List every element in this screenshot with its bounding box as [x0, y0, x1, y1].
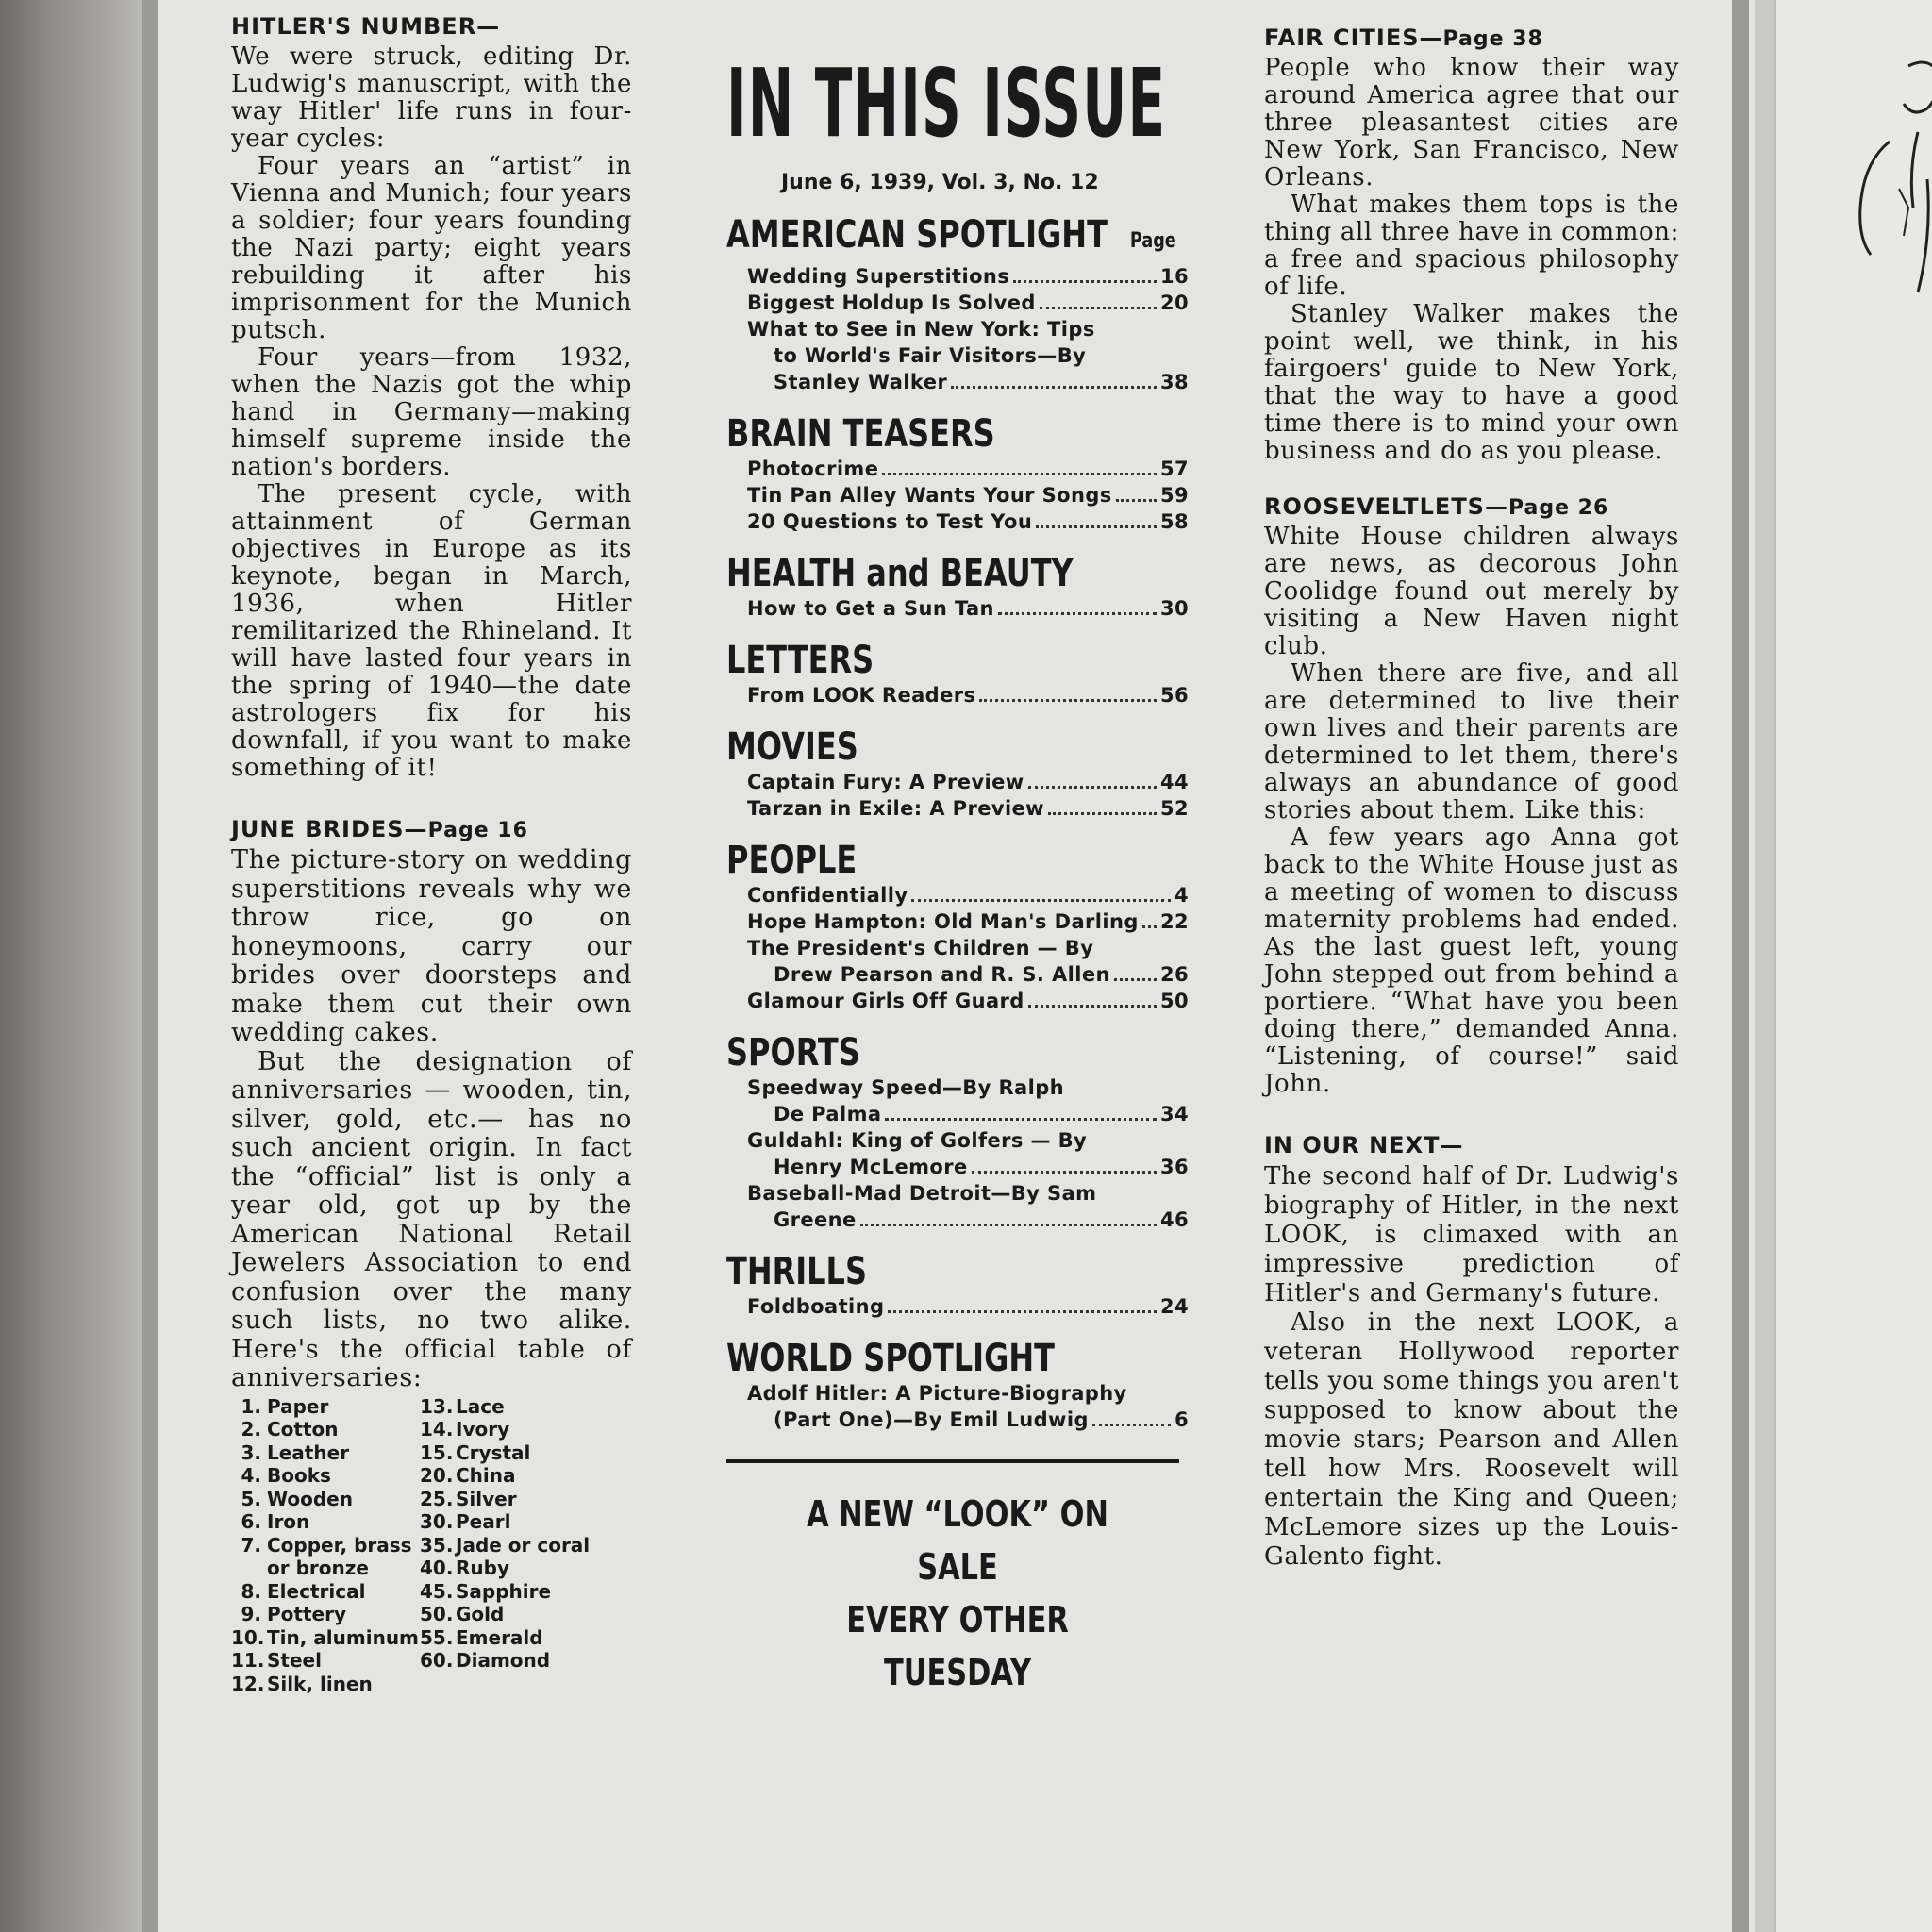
- anniversary-gift: Lace: [456, 1394, 505, 1418]
- anniversary-column-2: [420, 1395, 590, 1696]
- entry-page-number: 36: [1159, 1156, 1189, 1178]
- paragraph: A few years ago Anna got back to the White House just as a meeting of women to discuss maternity problems had ended. As the last guest left, young John stepped out from behind a portiere. “What have you been doing there,” demanded Anna. “Listening, of course!” said John.: [1264, 824, 1679, 1098]
- anniversary-gift: Cotton: [267, 1418, 339, 1441]
- entry-page-number: 56: [1159, 684, 1189, 707]
- entry-title: How to Get a Sun Tan: [747, 597, 994, 620]
- anniversary-year: 8.: [241, 1579, 261, 1603]
- entry-page-number: 50: [1159, 990, 1189, 1012]
- contents-entry: [747, 1407, 1189, 1433]
- entry-title: Glamour Girls Off Guard: [747, 990, 1024, 1012]
- anniversary-year: 40.: [420, 1557, 454, 1579]
- contents-entry: [747, 369, 1189, 395]
- entry-title: Tin Pan Alley Wants Your Songs: [747, 484, 1112, 507]
- leader-dots: [998, 595, 1157, 615]
- section-heading-label: WORLD SPOTLIGHT: [726, 1337, 1055, 1380]
- section-heading-label: BRAIN TEASERS: [726, 412, 995, 456]
- anniversary-year: 15.: [420, 1441, 454, 1464]
- leader-dots: [1142, 908, 1157, 928]
- section-heading: [726, 839, 1096, 882]
- paragraph: Also in the next LOOK, a veteran Hollywood reporter tells you some things you aren't supposed to know about the movie stars; Pearson and Allen tell how Mrs. Roosevelt will entertain the King and Queen; McLemore sizes up the Louis-Galento fight.: [1264, 1308, 1679, 1571]
- anniversary-gift: Silk, linen: [267, 1672, 373, 1695]
- entry-page-number: 16: [1159, 265, 1189, 288]
- section-heading-label: THRILLS: [726, 1250, 867, 1293]
- sale-notice: [773, 1488, 1142, 1699]
- entry-title: Confidentially: [747, 884, 908, 907]
- section-heading: [726, 1337, 1096, 1380]
- anniversary-year: 20.: [420, 1464, 454, 1487]
- sale-notice-line-2: EVERY OTHER TUESDAY: [846, 1599, 1069, 1693]
- entry-page-number: 34: [1159, 1103, 1189, 1125]
- contents-entry: [747, 342, 1189, 369]
- anniversary-gift: Tin, aluminum: [267, 1625, 419, 1649]
- adjacent-page-edge: [0, 0, 142, 1932]
- anniversary-row: [420, 1510, 590, 1534]
- entry-page-number: 30: [1159, 597, 1189, 620]
- anniversary-row: [420, 1464, 590, 1488]
- hitler-number-heading: HITLER'S NUMBER—: [231, 13, 501, 40]
- paragraph: Stanley Walker makes the point well, we think, in his fairgoers' guide to New York, that the way to have a good time there is to mind your own business and do as you please.: [1264, 300, 1679, 465]
- anniversary-row: [420, 1488, 590, 1511]
- leader-dots: [951, 369, 1157, 389]
- anniversary-gift: Books: [267, 1464, 331, 1487]
- leader-dots: [888, 1293, 1157, 1313]
- entry-title: (Part One)—By Emil Ludwig: [774, 1408, 1089, 1431]
- section-heading: [726, 1250, 1096, 1293]
- entry-page-number: 46: [1159, 1208, 1189, 1231]
- entry-title: Speedway Speed—By Ralph: [747, 1076, 1065, 1099]
- entry-title: The President's Children — By: [747, 937, 1094, 959]
- anniversary-year: 2.: [241, 1418, 261, 1441]
- anniversary-year: 1.: [241, 1394, 261, 1418]
- contents-entry: [747, 682, 1189, 708]
- anniversary-year: 5.: [241, 1487, 261, 1510]
- contents-entry: [747, 1380, 1189, 1407]
- paragraph: We were struck, editing Dr. Ludwig's manuscript, with the way Hitler' life runs in four-year cycles:: [231, 42, 632, 153]
- anniversary-row: [420, 1626, 590, 1650]
- entry-title: Photocrime: [747, 458, 879, 480]
- entry-title: to World's Fair Visitors—By: [774, 344, 1087, 367]
- leader-dots: [1040, 290, 1157, 309]
- leader-dots: [882, 456, 1157, 475]
- illustration-sketch: [1776, 38, 1932, 377]
- entry-title: Drew Pearson and R. S. Allen: [774, 963, 1110, 986]
- anniversary-year: 6.: [241, 1510, 261, 1533]
- anniversary-gift: Wooden: [267, 1487, 353, 1510]
- contents-entry: [747, 1207, 1189, 1233]
- june-brides-heading: JUNE BRIDES—Page 16: [231, 816, 528, 842]
- contents-entry: [747, 935, 1189, 961]
- leader-dots: [1092, 1407, 1171, 1426]
- contents-entry: [747, 769, 1189, 795]
- anniversary-gift: Electrical: [267, 1579, 366, 1603]
- anniversary-row: [231, 1464, 420, 1488]
- section-heading: [726, 552, 1096, 595]
- in-our-next-heading: IN OUR NEXT—: [1264, 1132, 1464, 1158]
- contents-entry: [747, 1154, 1189, 1180]
- contents-entry: [747, 456, 1189, 482]
- anniversary-table: [231, 1395, 632, 1696]
- page-title: IN THIS ISSUE: [726, 48, 1167, 158]
- anniversary-gift: or bronze: [267, 1557, 369, 1579]
- entry-title: Baseball-Mad Detroit—By Sam: [747, 1182, 1097, 1205]
- contents-entry: [747, 263, 1189, 290]
- contents-entry: [747, 290, 1189, 316]
- anniversary-year: 50.: [420, 1603, 454, 1625]
- section-heading-label: AMERICAN SPOTLIGHT: [726, 213, 1108, 257]
- anniversary-row: [231, 1603, 420, 1626]
- anniversary-gift: Gold: [456, 1603, 505, 1625]
- entry-page-number: 58: [1159, 510, 1189, 533]
- entry-page-number: 4: [1174, 884, 1189, 907]
- leader-dots: [1048, 795, 1157, 815]
- right-column: [1264, 25, 1679, 1572]
- leader-dots: [972, 1154, 1157, 1174]
- anniversary-year: 60.: [420, 1649, 454, 1672]
- anniversary-year: 7.: [241, 1533, 261, 1557]
- page-column-label: Page: [1129, 229, 1176, 253]
- anniversary-year: 35.: [420, 1533, 454, 1557]
- anniversary-column-1: [231, 1395, 420, 1696]
- sale-notice-line-1: A NEW “LOOK” ON SALE: [807, 1493, 1108, 1588]
- anniversary-year: 30.: [420, 1510, 454, 1533]
- contents-entry: [747, 882, 1189, 908]
- entry-page-number: 6: [1174, 1408, 1189, 1431]
- paragraph: People who know their way around America agree that our three pleasantest cities are New York, San Francisco, New Orleans.: [1264, 54, 1679, 192]
- entry-page-number: 38: [1159, 371, 1189, 393]
- contents-entry: [747, 1293, 1189, 1320]
- anniversary-gift: Copper, brass: [267, 1533, 412, 1557]
- anniversary-year: 55.: [420, 1625, 454, 1649]
- section-heading: [726, 412, 1096, 456]
- anniversary-gift: Pearl: [456, 1510, 511, 1533]
- anniversary-gift: Jade or coral: [456, 1533, 591, 1557]
- entry-title: Stanley Walker: [774, 371, 948, 393]
- anniversary-row: [420, 1649, 590, 1673]
- contents-entry: [747, 482, 1189, 508]
- anniversary-gift: Pottery: [267, 1603, 346, 1625]
- entry-page-number: 20: [1159, 291, 1189, 314]
- contents-entry: [747, 316, 1189, 342]
- leader-dots: [1036, 508, 1157, 528]
- paragraph: The picture-story on wedding superstitions reveals why we throw rice, go on honeymoons, carry our brides over doorsteps and make them cut their own wedding cakes.: [231, 845, 632, 1047]
- paragraph: When there are five, and all are determined to live their own lives and their parents are determined to let them, there's always an abundance of good stories about them. Like this:: [1264, 659, 1679, 824]
- issue-date: June 6, 1939, Vol. 3, No. 12: [781, 171, 1099, 194]
- leader-dots: [1028, 988, 1157, 1008]
- anniversary-row: [231, 1488, 420, 1511]
- entry-page-number: 52: [1159, 797, 1189, 820]
- entry-title: Wedding Superstitions: [747, 265, 1010, 288]
- section-heading-label: SPORTS: [726, 1031, 860, 1074]
- entry-page-number: 59: [1159, 484, 1189, 507]
- section-heading: [726, 1031, 1096, 1074]
- leader-dots: [911, 882, 1171, 902]
- section-heading: [726, 725, 1096, 769]
- anniversary-year: 14.: [420, 1418, 454, 1441]
- entry-title: What to See in New York: Tips: [747, 318, 1095, 341]
- entry-page-number: 22: [1159, 910, 1189, 933]
- anniversary-gift: Leather: [267, 1441, 350, 1464]
- section-heading-label: LETTERS: [726, 639, 874, 682]
- section-heading-label: PEOPLE: [726, 839, 858, 882]
- contents-entry: [747, 595, 1189, 622]
- anniversary-year: 12.: [231, 1672, 265, 1695]
- rooseveltlets-text: [1264, 524, 1679, 1098]
- anniversary-gift: Emerald: [456, 1625, 543, 1649]
- contents-column: [726, 48, 1189, 1699]
- rooseveltlets-heading: ROOSEVELTLETS—Page 26: [1264, 493, 1609, 520]
- section-heading: [726, 213, 1176, 263]
- fair-cities-text: [1264, 55, 1679, 465]
- facing-page: [1774, 0, 1932, 1932]
- entry-title: Tarzan in Exile: A Preview: [747, 797, 1044, 820]
- entry-page-number: 24: [1159, 1295, 1189, 1318]
- paragraph: Four years—from 1932, when the Nazis got the whip hand in Germany—making himself supreme inside the nation's borders.: [231, 343, 632, 481]
- section-heading-label: MOVIES: [726, 725, 858, 769]
- entry-title: Adolf Hitler: A Picture-Biography: [747, 1382, 1127, 1405]
- entry-title: 20 Questions to Test You: [747, 510, 1033, 533]
- leader-dots: [1116, 482, 1157, 502]
- leader-dots: [1013, 263, 1157, 283]
- anniversary-gift: Ruby: [456, 1557, 509, 1579]
- anniversary-gift: China: [456, 1464, 516, 1487]
- contents-entry: [747, 1180, 1189, 1207]
- contents-entry: [747, 1127, 1189, 1154]
- anniversary-year: 10.: [231, 1625, 265, 1649]
- paragraph: White House children always are news, as decorous John Coolidge found out merely by visiting a New Haven night club.: [1264, 523, 1679, 660]
- paragraph: Four years an “artist” in Vienna and Munich; four years a soldier; four years founding the Nazi party; eight years rebuilding it after his imprisonment for the Munich putsch.: [231, 152, 632, 344]
- leader-dots: [979, 682, 1157, 702]
- hitler-number-text: [231, 43, 632, 782]
- anniversary-row: [420, 1534, 590, 1557]
- contents-entry: [747, 908, 1189, 935]
- entry-title: Biggest Holdup Is Solved: [747, 291, 1036, 314]
- anniversary-row: [231, 1418, 420, 1441]
- entry-title: Guldahl: King of Golfers — By: [747, 1129, 1088, 1152]
- anniversary-year: 13.: [420, 1394, 454, 1418]
- leader-dots: [885, 1101, 1157, 1121]
- anniversary-row: [231, 1580, 420, 1604]
- anniversary-row: [420, 1395, 590, 1419]
- entry-title: Captain Fury: A Preview: [747, 771, 1024, 793]
- anniversary-gift: Steel: [267, 1649, 322, 1672]
- entry-title: De Palma: [774, 1103, 882, 1125]
- contents-entry: [747, 795, 1189, 822]
- anniversary-year: 4.: [241, 1464, 261, 1487]
- contents-entry: [747, 961, 1189, 988]
- anniversary-gift: Diamond: [456, 1649, 551, 1672]
- anniversary-row: [231, 1441, 420, 1465]
- anniversary-gift: Paper: [267, 1394, 329, 1418]
- anniversary-row: [231, 1557, 420, 1580]
- page-border-left: [142, 0, 158, 1932]
- anniversary-row: [231, 1395, 420, 1419]
- entry-title: Henry McLemore: [774, 1156, 968, 1178]
- contents-sections: [726, 213, 1189, 1433]
- section-heading: [726, 639, 1096, 682]
- anniversary-year: 9.: [241, 1603, 261, 1625]
- anniversary-row: [231, 1534, 420, 1557]
- divider-rule: [726, 1459, 1179, 1463]
- anniversary-year: 3.: [241, 1441, 261, 1464]
- contents-entry: [747, 988, 1189, 1014]
- contents-entry: [747, 1074, 1189, 1101]
- anniversary-gift: Crystal: [456, 1441, 531, 1464]
- fair-cities-heading: FAIR CITIES—Page 38: [1264, 25, 1543, 51]
- paragraph: But the designation of anniversaries — wooden, tin, silver, gold, etc.— has no such ancient origin. In fact the “official” list is only a year old, got up by the American National Retail Jewelers Association to end confusion over the many such lists, no two alike. Here's the official table of anniversaries:: [231, 1046, 632, 1392]
- leader-dots: [860, 1207, 1157, 1226]
- anniversary-row: [231, 1510, 420, 1534]
- entry-title: Hope Hampton: Old Man's Darling: [747, 910, 1139, 933]
- entry-page-number: 26: [1159, 963, 1189, 986]
- anniversary-row: [420, 1418, 590, 1441]
- left-column: [231, 13, 632, 1695]
- contents-entry: [747, 508, 1189, 535]
- entry-page-number: 57: [1159, 458, 1189, 480]
- anniversary-gift: Silver: [456, 1487, 517, 1510]
- page-border-right: [1732, 0, 1749, 1932]
- anniversary-gift: Iron: [267, 1510, 310, 1533]
- june-brides-text: [231, 846, 632, 1393]
- paragraph: The second half of Dr. Ludwig's biography of Hitler, in the next LOOK, is climaxed with an impressive prediction of Hitler's and Germany's future.: [1264, 1162, 1679, 1307]
- paragraph: The present cycle, with attainment of German objectives in Europe as its keynote, began in March, 1936, when Hitler remilitarized the Rhineland. It will have lasted four years in the spring of 1940—the date astrologers fix for his downfall, if you want to make something of it!: [231, 480, 632, 782]
- leader-dots: [1028, 769, 1157, 789]
- anniversary-gift: Ivory: [456, 1418, 510, 1441]
- leader-dots: [1114, 961, 1157, 981]
- anniversary-row: [420, 1441, 590, 1465]
- anniversary-row: [420, 1603, 590, 1626]
- anniversary-gift: Sapphire: [456, 1579, 552, 1603]
- anniversary-year: 11.: [231, 1649, 265, 1672]
- paragraph: What makes them tops is the thing all three have in common: a free and spacious philosophy of life.: [1264, 191, 1679, 301]
- anniversary-row: [231, 1649, 420, 1673]
- section-heading-label: HEALTH and BEAUTY: [726, 552, 1074, 595]
- anniversary-row: [231, 1673, 420, 1696]
- contents-entry: [747, 1101, 1189, 1127]
- entry-title: From LOOK Readers: [747, 684, 976, 707]
- anniversary-year: 45.: [420, 1579, 454, 1603]
- entry-title: Foldboating: [747, 1295, 885, 1318]
- anniversary-row: [420, 1557, 590, 1580]
- anniversary-year: 25.: [420, 1487, 454, 1510]
- in-our-next-text: [1264, 1162, 1679, 1572]
- entry-page-number: 44: [1159, 771, 1189, 793]
- anniversary-row: [420, 1580, 590, 1604]
- entry-title: Greene: [774, 1208, 857, 1231]
- anniversary-row: [231, 1626, 420, 1650]
